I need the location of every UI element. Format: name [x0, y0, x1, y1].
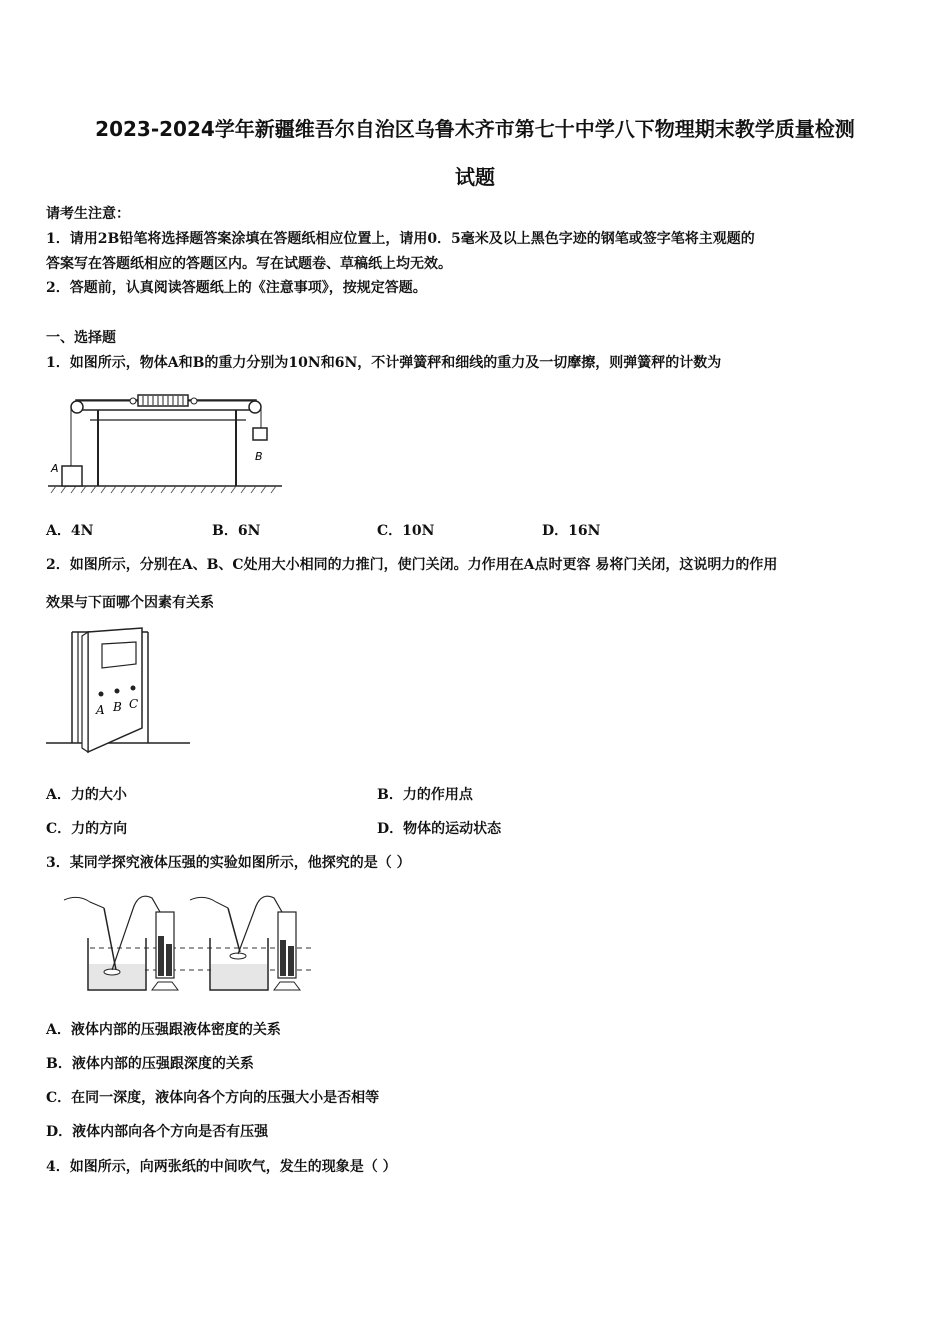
probe-rod-left — [104, 908, 116, 970]
pulley-right — [249, 401, 261, 413]
probe-rod-right — [228, 908, 240, 952]
point-b — [115, 689, 120, 694]
label-b: B — [255, 450, 263, 463]
notice-item-1-continued: 答案写在答题纸相应的答题区内。写在试题卷、草稿纸上均无效。 — [46, 256, 452, 272]
u-tube-liquid-left-a — [158, 936, 164, 976]
question-3-option-d[interactable]: D．液体内部向各个方向是否有压强 — [46, 1124, 269, 1140]
notice-heading: 请考生注意： — [46, 206, 130, 222]
hand-right — [190, 897, 228, 908]
spring-hook-right — [191, 398, 197, 404]
question-1-stem: 1．如图所示，物体A和B的重力分别为10N和6N，不计弹簧秤和细线的重力及一切摩擦，则弹簧秤的计数为 — [46, 355, 722, 371]
question-2-stem: 2．如图所示，分别在A、B、C处用大小相同的力推门，使门关闭。力作用在A点时更容 易将门关闭，这说明力的作用 — [46, 557, 778, 573]
stand-left — [152, 982, 178, 990]
label-point-a: A — [96, 703, 105, 717]
question-3-option-b[interactable]: B．液体内部的压强跟深度的关系 — [46, 1056, 254, 1072]
notice-item-1: 1．请用2B铅笔将选择题答案涂填在答题纸相应位置上，请用0．5毫米及以上黑色字迹的钢笔或签字笔将主观题的 — [46, 231, 755, 247]
point-c — [131, 686, 136, 691]
page-title-continued: 试题 — [455, 165, 495, 189]
question-1-option-c[interactable]: C．10N — [377, 523, 435, 539]
tube-right — [238, 896, 282, 954]
spring-hook-left — [130, 398, 136, 404]
stand-right — [274, 982, 300, 990]
hand-left — [64, 897, 104, 908]
door-figure — [44, 624, 192, 760]
block-b — [253, 428, 267, 440]
ground-hatching — [51, 486, 276, 493]
question-1-option-a[interactable]: A．4N — [46, 523, 94, 539]
tube-left — [112, 896, 160, 970]
left-setup — [64, 896, 178, 990]
question-2-stem-continued: 效果与下面哪个因素有关系 — [46, 595, 214, 611]
question-2-option-b[interactable]: B．力的作用点 — [377, 787, 473, 803]
door-edge — [82, 632, 88, 752]
question-1-option-d[interactable]: D．16N — [542, 523, 601, 539]
u-tube-liquid-left-b — [166, 944, 172, 976]
liquid-left — [89, 964, 145, 989]
question-3-option-a[interactable]: A．液体内部的压强跟液体密度的关系 — [46, 1022, 281, 1038]
question-3-stem: 3．某同学探究液体压强的实验如图所示，他探究的是（ ） — [46, 855, 411, 871]
point-a — [99, 692, 104, 697]
u-tube-liquid-right-b — [288, 946, 294, 976]
label-point-c: C — [129, 697, 139, 711]
page-title: 2023-2024学年新疆维吾尔自治区乌鲁木齐市第七十中学八下物理期末教学质量检测 — [95, 117, 855, 141]
liquid-right — [211, 964, 267, 989]
question-1-option-b[interactable]: B．6N — [212, 523, 261, 539]
pulley-left — [71, 401, 83, 413]
u-tube-liquid-right-a — [280, 940, 286, 976]
section-heading: 一、选择题 — [46, 330, 116, 346]
liquid-pressure-figure — [60, 886, 320, 998]
right-setup — [190, 896, 300, 990]
question-3-option-c[interactable]: C．在同一深度，液体向各个方向的压强大小是否相等 — [46, 1090, 380, 1106]
spring-balance-figure — [46, 390, 286, 505]
door-window — [102, 642, 136, 668]
question-2-option-c[interactable]: C．力的方向 — [46, 821, 128, 837]
label-a: A — [51, 462, 59, 475]
block-a — [62, 466, 82, 486]
notice-item-2: 2．答题前，认真阅读答题纸上的《注意事项》，按规定答题。 — [46, 280, 427, 296]
question-2-option-a[interactable]: A．力的大小 — [46, 787, 127, 803]
label-point-b: B — [113, 700, 122, 714]
question-4-stem: 4．如图所示，向两张纸的中间吹气，发生的现象是（ ） — [46, 1159, 397, 1175]
question-2-option-d[interactable]: D．物体的运动状态 — [377, 821, 502, 837]
